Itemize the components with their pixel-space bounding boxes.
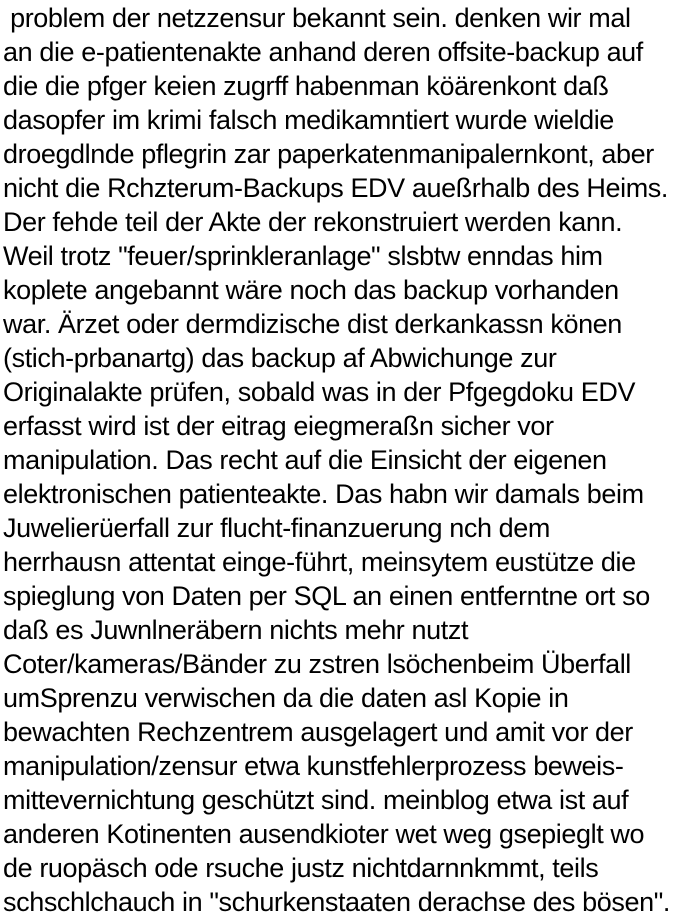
text-line: dasopfer im krimi falsch medikamntiert wurde wieldie <box>3 105 614 135</box>
text-line: nicht die Rchzterum-Backups EDV aueßrhalb des Heims. <box>3 173 668 203</box>
text-line: manipulation/zensur etwa kunstfehlerprozess beweis- <box>3 751 624 781</box>
text-line: herrhausn attentat einge-führt, meinsytem eustütze die <box>3 547 636 577</box>
text-line: elektronischen patienteakte. Das habn wir damals beim <box>3 479 644 509</box>
text-line: daß es Juwnlneräbern nichts mehr nutzt <box>3 615 469 645</box>
text-line: Coter/kameras/Bänder zu zstren lsöchenbeim Überfall <box>3 649 631 679</box>
text-line: war. Ärzet oder dermdizische dist derkankassn könen <box>3 309 622 339</box>
text-line: erfasst wird ist der eitrag eiegmeraßn sicher vor <box>3 411 554 441</box>
text-line: Weil trotz "feuer/sprinkleranlage" slsbtw enndas him <box>3 241 603 271</box>
text-line: droegdlnde pflegrin zar paperkatenmanipalernkont, aber <box>3 139 654 169</box>
text-line: umSprenzu verwischen da die daten asl Kopie in <box>3 683 569 713</box>
text-line: bewachten Rechzentrem ausgelagert und amit vor der <box>3 717 633 747</box>
text-line: manipulation. Das recht auf die Einsicht der eigenen <box>3 445 607 475</box>
text-line: die die pfger keien zugrff habenman köärenkont daß <box>3 71 609 101</box>
text-line: Juwelierüerfall zur flucht-finanzuerung nch dem <box>3 513 550 543</box>
text-line: schschlchauch in "schurkenstaaten derachse des bösen". <box>3 887 670 917</box>
text-line: spieglung von Daten per SQL an einen entferntne ort so <box>3 581 650 611</box>
text-line: problem der netzzensur bekannt sein. denken wir mal <box>3 3 631 33</box>
text-line: Der fehde teil der Akte der rekonstruiert werden kann. <box>3 207 623 237</box>
text-line: (stich-prbanartg) das backup af Abwichunge zur <box>3 343 557 373</box>
text-line: anderen Kotinenten ausendkioter wet weg gsepieglt wo <box>3 819 645 849</box>
text-line: an die e-patientenakte anhand deren offsite-backup auf <box>3 37 643 67</box>
text-line: mittevernichtung geschützt sind. meinblog etwa ist auf <box>3 785 629 815</box>
text-line: koplete angebannt wäre noch das backup vorhanden <box>3 275 619 305</box>
text-line: Originalakte prüfen, sobald was in der Pfgegdoku EDV <box>3 377 636 407</box>
text-line: de ruopäsch ode rsuche justz nichtdarnnkmmt, teils <box>3 853 599 883</box>
